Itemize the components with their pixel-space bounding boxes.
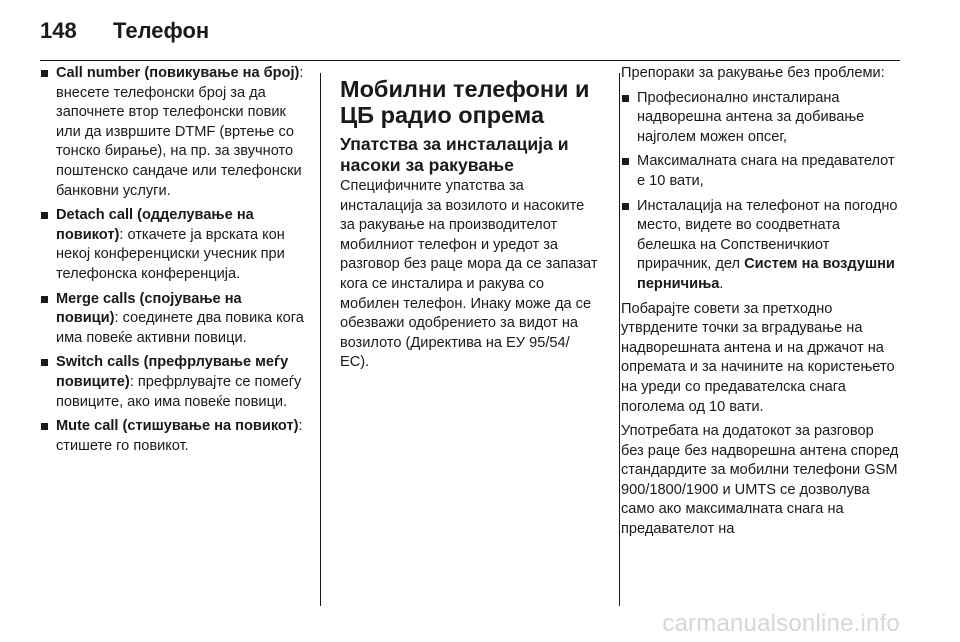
handsfree-paragraph: Употребата на додатокот за разговор без раце без надворешна антена според стандардите за мобилни телефони GSM 900/1800/1900 и UMTS се дозволува само ако максималната снага на предавателот на — [621, 423, 899, 538]
column-divider-2 — [619, 73, 620, 606]
column-left — [40, 64, 306, 461]
recommendations-list — [621, 89, 900, 295]
column-middle — [340, 64, 602, 378]
list-item-phone-installation: Инсталација на телефонот на погодно место, видете во соодветната белешка на Сопственичкиот прирачник, дел Систем на воздушни перничиња. — [621, 197, 900, 295]
list-item-call-number: Call number (повикување на број): внесете телефонски број за да започнете втор телефонски повик или да извршите DTMF (вртење со тонско бирање), на пр. за звучното поштенско сандаче или телефонски банковни услуги. — [40, 64, 306, 201]
page-header — [40, 14, 920, 48]
column-right — [621, 64, 900, 545]
list-item-transmitter-power: Максималната снага на предавателот е 10 вати, — [621, 152, 900, 191]
section-subheading: Упатства за инсталација и насоки за ракување — [340, 134, 569, 175]
list-item-detach-call: Detach call (одделување на повикот): откачете ја врската кон некој конференциски учесник при телефонска конференција. — [40, 206, 306, 284]
list-item-mute-call: Mute call (стишување на повикот): стишете го повикот. — [40, 417, 306, 456]
watermark: carmanualsonline.info — [662, 610, 900, 637]
page-number: 148 — [40, 18, 77, 43]
list-item-antenna: Професионално инсталирана надворешна антена за добивање најголем можен опсег, — [621, 89, 900, 148]
installation-paragraph: Специфичните упатства за инсталација за возилото и насоките за ракување на производителот мобилниот телефон и уредот за разговор без раце мора да се запазат кога се инсталира и ракува со мобилен телефон. Инаку може да се обезважи одобрението за видот на возилото (Директива на ЕУ 95/54/ ЕС). — [340, 178, 598, 371]
column-divider-1 — [320, 73, 321, 606]
section-heading: Мобилни телефони и ЦБ радио опрема — [340, 76, 590, 128]
list-item-merge-calls: Merge calls (спојување на повици): соединете два повика кога има повеќе активни повици. — [40, 290, 306, 349]
call-options-list — [40, 64, 306, 456]
recommendations-intro: Препораки за ракување без проблеми: — [621, 65, 885, 81]
advice-paragraph: Побарајте совети за претходно утврдените точки за вградување на надворешната антена и на држачот на опремата и за начините на користењето на уреди со предавателска снага поголема од 10 вати. — [621, 300, 895, 415]
list-item-switch-calls: Switch calls (префрлување меѓу повиците): префрлувајте се помеѓу повиците, ако има повеќе повици. — [40, 353, 306, 412]
chapter-title: Телефон — [113, 18, 210, 43]
header-rule — [40, 60, 900, 61]
